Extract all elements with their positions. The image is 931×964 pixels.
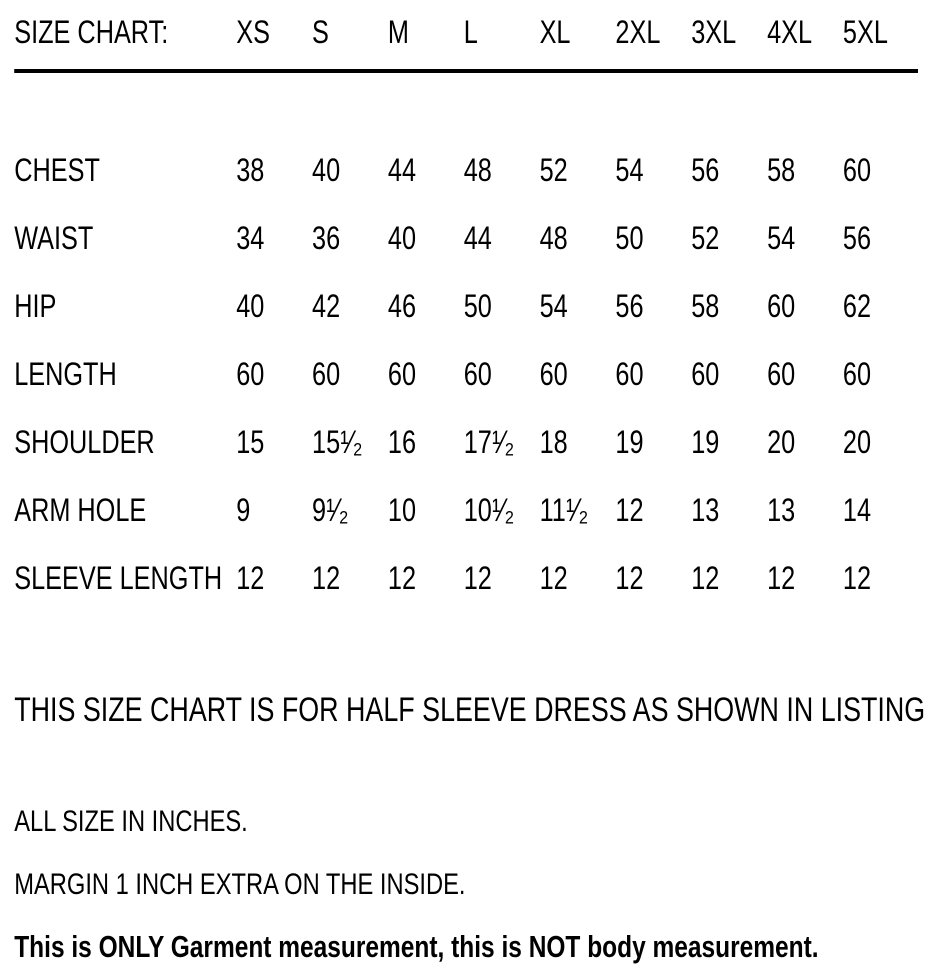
row-label: LENGTH [14, 355, 117, 392]
size-header-l: L [463, 13, 478, 50]
size-header-5xl: 5XL [842, 13, 888, 50]
table-row-waist [14, 204, 919, 272]
size-value: 60 [691, 355, 720, 392]
size-value: 36 [312, 219, 341, 256]
row-label: ARM HOLE [14, 491, 147, 528]
size-value: 56 [691, 151, 720, 188]
size-value: 60 [767, 287, 796, 324]
size-header-2xl: 2XL [615, 13, 661, 50]
size-value: 12 [615, 559, 644, 596]
size-value: 15¹⁄₂ [312, 423, 363, 460]
size-value: 60 [387, 355, 417, 392]
size-value: 40 [387, 219, 417, 256]
size-value: 46 [387, 287, 417, 324]
spacer-row [14, 74, 919, 136]
size-value: 12 [842, 559, 872, 596]
size-value: 54 [615, 151, 644, 188]
size-value: 44 [387, 151, 417, 188]
size-value: 48 [463, 151, 492, 188]
size-value: 40 [236, 287, 265, 324]
size-value: 12 [236, 559, 265, 596]
size-value: 60 [615, 355, 644, 392]
size-value: 12 [767, 559, 796, 596]
size-value: 40 [312, 151, 341, 188]
size-value: 50 [615, 219, 644, 256]
size-value: 12 [539, 559, 568, 596]
header-divider-row [14, 64, 919, 74]
size-value: 15 [236, 423, 265, 460]
row-label: SLEEVE LENGTH [14, 559, 223, 596]
size-value: 38 [236, 151, 265, 188]
row-label: WAIST [14, 219, 94, 256]
row-label: CHEST [14, 151, 100, 188]
size-header-xs: XS [236, 13, 270, 50]
size-value: 60 [236, 355, 265, 392]
table-row-sleeve-length [14, 544, 919, 612]
note-garment-measurement: This is ONLY Garment measurement, this is NOT body measurement. [14, 929, 819, 964]
size-header-m: M [387, 13, 409, 50]
size-value: 34 [236, 219, 265, 256]
size-value: 54 [767, 219, 796, 256]
note-all-sizes-inches: ALL SIZE IN INCHES. [14, 805, 248, 838]
size-value: 14 [842, 491, 872, 528]
size-value: 60 [767, 355, 796, 392]
size-value: 13 [691, 491, 720, 528]
size-value: 9 [236, 491, 251, 528]
size-value: 52 [539, 151, 568, 188]
size-value: 60 [842, 151, 872, 188]
size-header-row [14, 0, 919, 64]
size-value: 56 [615, 287, 644, 324]
table-row-length [14, 340, 919, 408]
size-value: 48 [539, 219, 568, 256]
size-value: 60 [463, 355, 492, 392]
row-label: HIP [14, 287, 57, 324]
size-value: 10¹⁄₂ [463, 491, 515, 528]
size-value: 12 [691, 559, 720, 596]
table-row-arm-hole [14, 476, 919, 544]
size-value: 62 [842, 287, 872, 324]
headline-note: THIS SIZE CHART IS FOR HALF SLEEVE DRESS AS SHOWN IN LISTING [14, 691, 926, 729]
table-row-chest [14, 136, 919, 204]
size-value: 13 [767, 491, 796, 528]
size-value: 60 [539, 355, 568, 392]
size-value: 18 [539, 423, 568, 460]
size-header-s: S [312, 13, 329, 50]
size-chart-table [14, 0, 919, 612]
size-value: 42 [312, 287, 341, 324]
size-value: 52 [691, 219, 720, 256]
size-value: 12 [312, 559, 341, 596]
size-value: 11¹⁄₂ [539, 491, 589, 528]
size-value: 12 [387, 559, 417, 596]
table-row-shoulder [14, 408, 919, 476]
size-value: 12 [463, 559, 492, 596]
size-value: 16 [387, 423, 417, 460]
size-value: 60 [312, 355, 341, 392]
note-margin-inside: MARGIN 1 INCH EXTRA ON THE INSIDE. [14, 868, 466, 901]
row-label: SHOULDER [14, 423, 155, 460]
size-value: 10 [387, 491, 417, 528]
size-value: 17¹⁄₂ [463, 423, 515, 460]
size-header-4xl: 4XL [767, 13, 813, 50]
size-value: 20 [767, 423, 796, 460]
size-value: 54 [539, 287, 568, 324]
size-value: 58 [691, 287, 720, 324]
size-value: 20 [842, 423, 872, 460]
size-value: 19 [691, 423, 720, 460]
header-divider-line [14, 69, 918, 73]
size-header-xl: XL [539, 13, 571, 50]
size-value: 44 [463, 219, 492, 256]
size-value: 50 [463, 287, 492, 324]
size-value: 12 [615, 491, 644, 528]
size-value: 9¹⁄₂ [312, 491, 349, 528]
size-chart-title: SIZE CHART: [14, 13, 169, 50]
size-value: 19 [615, 423, 644, 460]
table-row-hip [14, 272, 919, 340]
size-header-3xl: 3XL [691, 13, 737, 50]
size-value: 60 [842, 355, 872, 392]
size-value: 58 [767, 151, 796, 188]
size-value: 56 [842, 219, 872, 256]
